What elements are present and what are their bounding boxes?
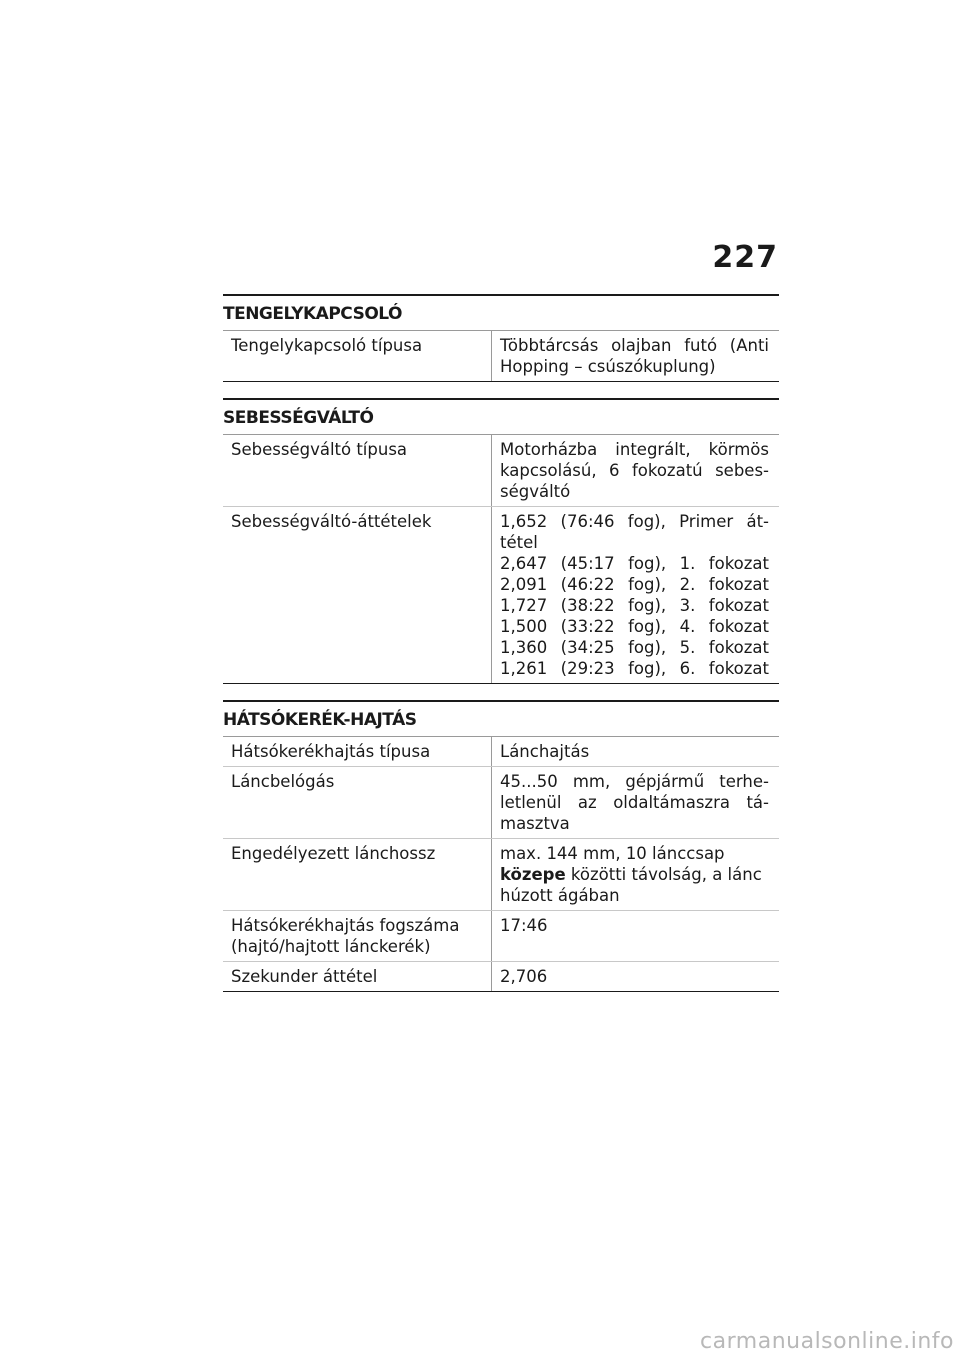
value-line: masztva: [500, 814, 570, 833]
value-line: Hopping – csúszókuplung): [500, 357, 716, 376]
value-line: letlenül az oldaltámaszra tá-: [500, 793, 769, 812]
value-after-bold: közötti távolság, a lánc: [565, 865, 762, 884]
value-line: 17:46: [500, 916, 548, 935]
value-line: 2,647 (45:17 fog), 1. fokozat: [500, 554, 769, 573]
row-value: [492, 435, 779, 506]
value-line-mixed: [500, 864, 769, 885]
table-row: [223, 962, 779, 992]
row-value: [492, 331, 779, 381]
value-line: 45...50 mm, gépjármű terhe-: [500, 772, 769, 791]
value-bold-word: közepe: [500, 865, 566, 884]
table-row: [223, 737, 779, 767]
label-line: Hátsókerékhajtás fogszáma: [231, 916, 460, 935]
row-value: [492, 911, 779, 961]
section-clutch: [223, 294, 779, 382]
section-title-clutch: TENGELYKAPCSOLÓ: [223, 294, 779, 331]
row-value: [492, 839, 779, 910]
value-line: tétel: [500, 533, 538, 552]
value-line: 1,727 (38:22 fog), 3. fokozat: [500, 596, 769, 615]
section-title-rear-drive: HÁTSÓKERÉK-HAJTÁS: [223, 700, 779, 737]
value-line: kapcsolású, 6 fokozatú sebes-: [500, 461, 769, 480]
section-gearbox: [223, 398, 779, 684]
value-line: 2,091 (46:22 fog), 2. fokozat: [500, 575, 769, 594]
row-label: Sebességváltó-áttételek: [223, 507, 492, 683]
row-value: [492, 737, 779, 766]
spec-content: [223, 294, 779, 1008]
table-row: [223, 911, 779, 962]
row-value: [492, 507, 779, 683]
table-row: [223, 507, 779, 684]
row-label: Láncbelógás: [223, 767, 492, 838]
value-line: Lánchajtás: [500, 742, 590, 761]
row-label: Hátsókerékhajtás típusa: [223, 737, 492, 766]
row-value: [492, 767, 779, 838]
value-line: 1,652 (76:46 fog), Primer át-: [500, 512, 769, 531]
row-label: [223, 911, 492, 961]
row-label: Szekunder áttétel: [223, 962, 492, 991]
section-rear-drive: [223, 700, 779, 992]
value-line: Motorházba integrált, körmös: [500, 440, 769, 459]
value-line: max. 144 mm, 10 lánccsap: [500, 844, 725, 863]
row-label: Sebességváltó típusa: [223, 435, 492, 506]
watermark: carmanualsonline.info: [700, 1329, 954, 1354]
value-line: húzott ágában: [500, 886, 620, 905]
page-number: 227: [712, 240, 778, 275]
section-title-gearbox: SEBESSÉGVÁLTÓ: [223, 398, 779, 435]
table-row: [223, 767, 779, 839]
row-label: Tengelykapcsoló típusa: [223, 331, 492, 381]
table-row: [223, 839, 779, 911]
value-line: 1,500 (33:22 fog), 4. fokozat: [500, 617, 769, 636]
table-row: [223, 435, 779, 507]
row-label: Engedélyezett lánchossz: [223, 839, 492, 910]
value-line: Többtárcsás olajban futó (Anti: [500, 336, 769, 355]
label-line: (hajtó/hajtott lánckerék): [231, 937, 431, 956]
value-line: 1,360 (34:25 fog), 5. fokozat: [500, 638, 769, 657]
row-value: [492, 962, 779, 991]
value-line: 2,706: [500, 967, 548, 986]
table-row: [223, 331, 779, 382]
value-line: ségváltó: [500, 482, 571, 501]
value-line: 1,261 (29:23 fog), 6. fokozat: [500, 659, 769, 678]
